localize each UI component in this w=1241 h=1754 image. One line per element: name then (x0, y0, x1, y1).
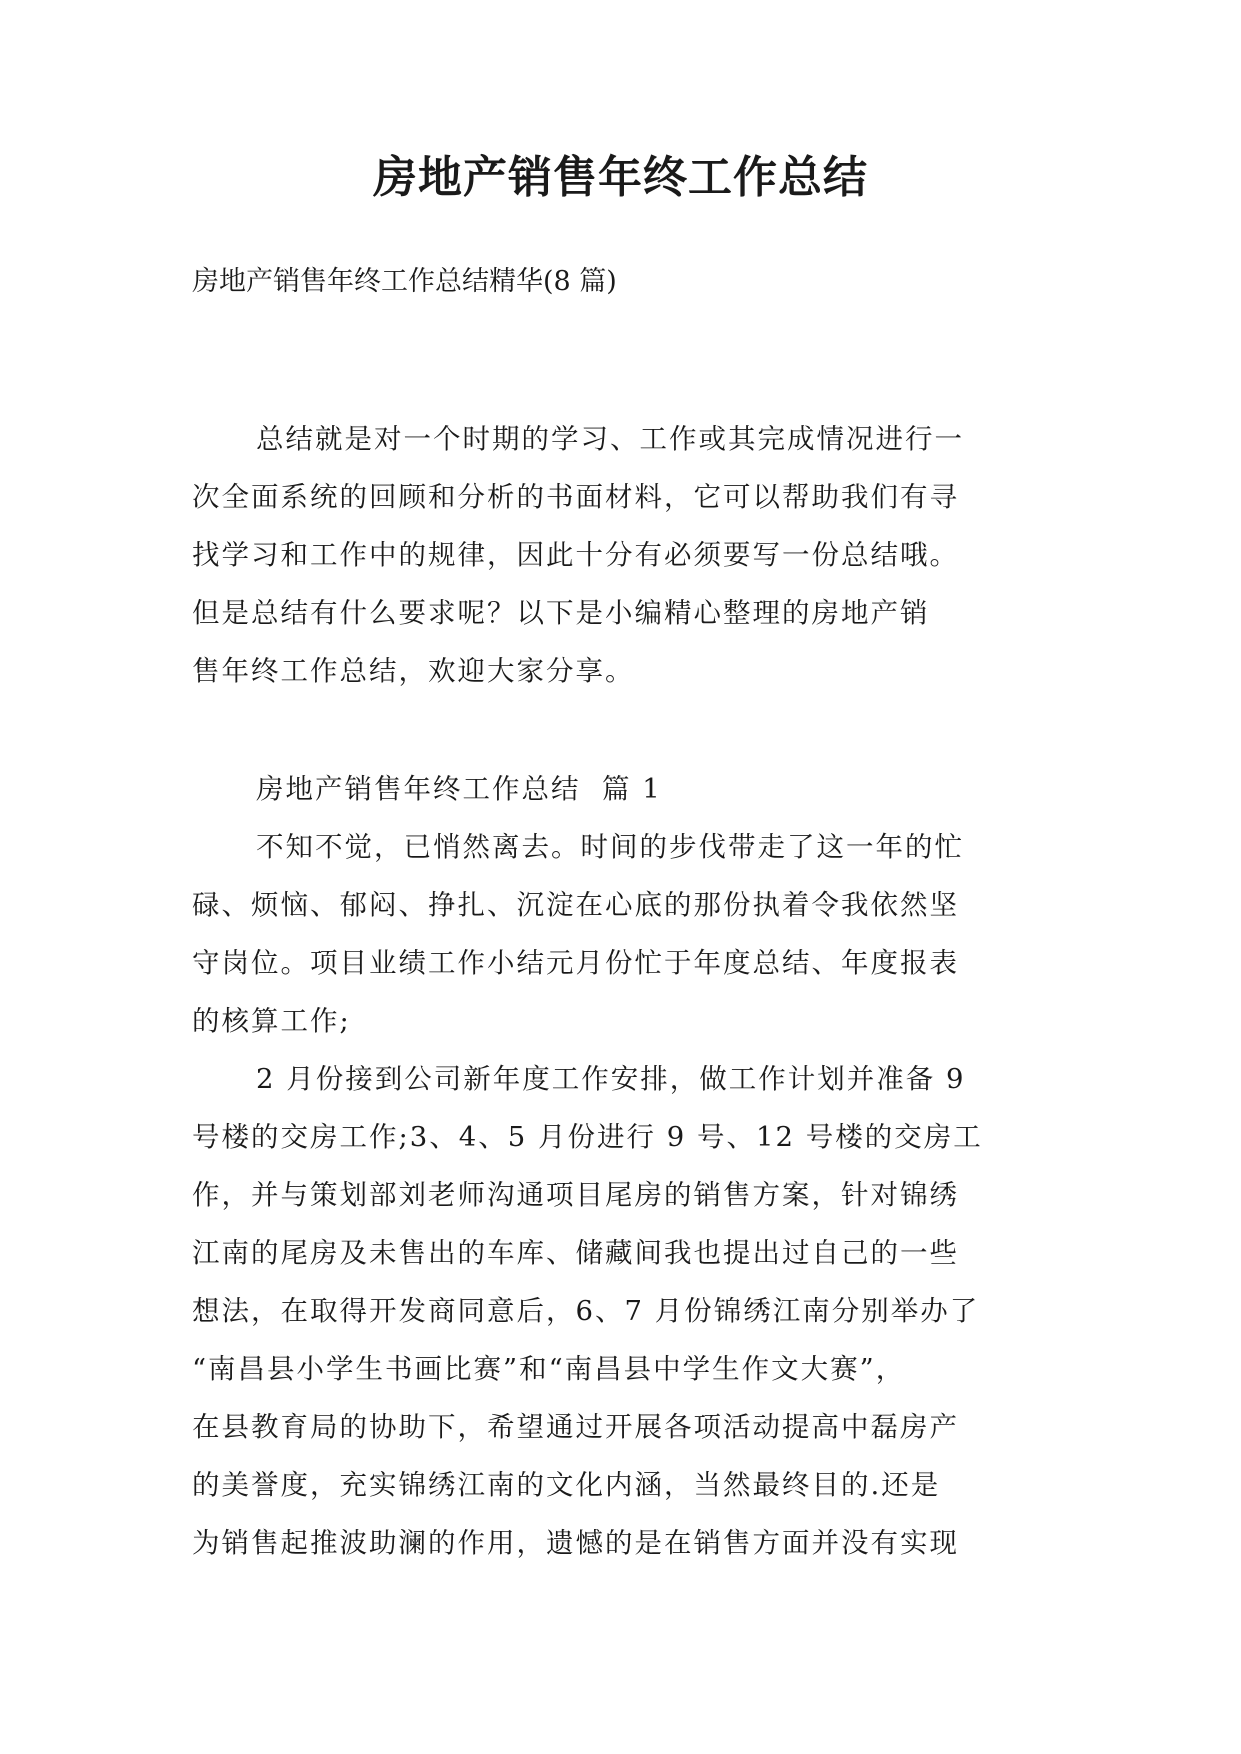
paragraph-line: “南昌县小学生书画比赛”和“南昌县中学生作文大赛”， (192, 1353, 906, 1385)
paragraph-line: 号楼的交房工作;3、4、5 月份进行 9 号、12 号楼的交房工 (192, 1121, 983, 1153)
intro-line: 总结就是对一个时期的学习、工作或其完成情况进行一 (256, 423, 964, 455)
intro-line: 售年终工作总结，欢迎大家分享。 (192, 655, 635, 687)
paragraph-line: 守岗位。项目业绩工作小结元月份忙于年度总结、年度报表 (192, 947, 959, 979)
section-heading: 房地产销售年终工作总结 篇 1 (256, 773, 662, 805)
intro-paragraph (192, 410, 1072, 700)
paragraph-line: 想法，在取得开发商同意后，6、7 月份锦绣江南分别举办了 (192, 1295, 980, 1327)
paragraph-line: 的美誉度，充实锦绣江南的文化内涵，当然最终目的.还是 (192, 1469, 941, 1501)
paragraph-line: 在县教育局的协助下，希望通过开展各项活动提高中磊房产 (192, 1411, 959, 1443)
intro-line: 但是总结有什么要求呢？以下是小编精心整理的房地产销 (192, 597, 930, 629)
paragraph-line: 碌、烦恼、郁闷、挣扎、沉淀在心底的那份执着令我依然坚 (192, 889, 959, 921)
intro-line: 次全面系统的回顾和分析的书面材料，它可以帮助我们有寻 (192, 481, 959, 513)
paragraph-line: 为销售起推波助澜的作用，遗憾的是在销售方面并没有实现 (192, 1527, 959, 1559)
document-subtitle: 房地产销售年终工作总结精华(8 篇) (192, 266, 617, 297)
document-title: 房地产销售年终工作总结 (373, 152, 868, 203)
article-body (192, 760, 1072, 1572)
paragraph-line: 2 月份接到公司新年度工作安排，做工作计划并准备 9 (256, 1063, 966, 1095)
paragraph-line: 作，并与策划部刘老师沟通项目尾房的销售方案，针对锦绣 (192, 1179, 959, 1211)
paragraph-line: 不知不觉，已悄然离去。时间的步伐带走了这一年的忙 (256, 831, 964, 863)
intro-line: 找学习和工作中的规律，因此十分有必须要写一份总结哦。 (192, 539, 959, 571)
paragraph-line: 江南的尾房及未售出的车库、储藏间我也提出过自己的一些 (192, 1237, 959, 1269)
paragraph-line: 的核算工作; (192, 1005, 351, 1037)
